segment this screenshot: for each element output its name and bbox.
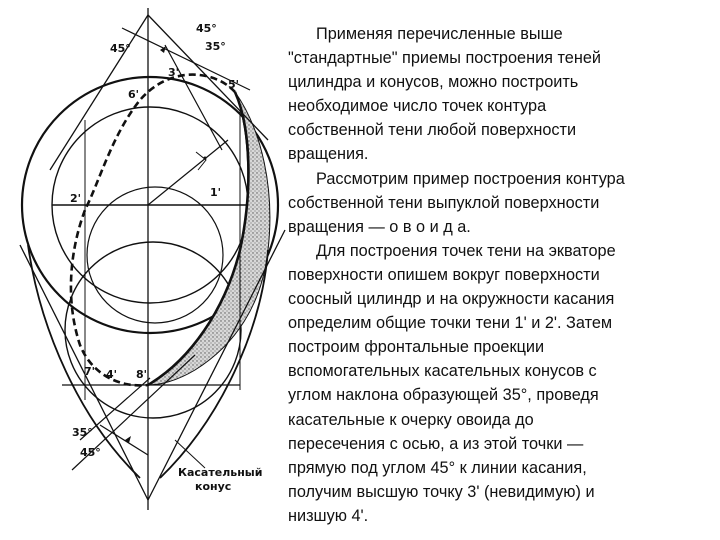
text-line: вращения. [288, 145, 369, 164]
text-line: получим высшую точку 3' (невидимую) и [288, 482, 595, 501]
text-line: вращения — о в о и д а. [288, 217, 471, 236]
text-line: необходимое число точек контура [288, 97, 547, 116]
label-angle-45-left: 45° [110, 42, 131, 55]
text-line: касательные к очерку овоида до [288, 410, 534, 429]
text-line: углом наклона образующей 35°, проведя [288, 386, 599, 405]
text-line: цилиндра и конусов, можно построить [288, 73, 579, 92]
right-angle-mark [196, 152, 206, 170]
description-text [288, 22, 708, 528]
label-angle-45-top: 45° [196, 22, 217, 35]
label-point-1: 1' [210, 186, 222, 199]
text-line: соосный цилиндр и на окружности касания [288, 290, 615, 309]
right-angle-dot [204, 157, 207, 160]
label-angle-35-top: 35° [205, 40, 226, 53]
label-point-4: 4' [106, 368, 118, 381]
caption-tangent-cone-line2: конус [195, 480, 232, 493]
text-line: прямую под углом 45° к линии касания, [288, 458, 587, 477]
label-point-3: 3' [168, 66, 180, 79]
lower-cone-line-right [148, 230, 285, 500]
label-point-6: 6' [128, 88, 140, 101]
text-line: пересечения с осью, а из этой точки — [288, 434, 584, 453]
text-line: определим общие точки тени 1' и 2'. Затем [288, 314, 613, 333]
label-angle-45-bottom: 45° [80, 446, 101, 459]
text-line: "стандартные" приемы построения теней [288, 49, 601, 68]
label-point-8: 8' [136, 368, 148, 381]
text-line: Для построения точек тени на экваторе [316, 241, 616, 260]
text-line: вспомогательных касательных конусов с [288, 362, 597, 381]
text-line: Рассмотрим пример построения контура [316, 169, 625, 188]
text-line: поверхности опишем вокруг поверхности [288, 265, 600, 284]
shadow-region [148, 92, 270, 385]
label-point-5: 5' [228, 78, 240, 91]
upper-35-line [165, 45, 222, 150]
text-line: собственной тени любой поверхности [288, 121, 577, 140]
text-line: построим фронтальные проекции [288, 338, 545, 357]
text-line: собственной тени выпуклой поверхности [288, 193, 600, 212]
caption-tangent-cone-line1: Касательный [178, 466, 263, 479]
text-line: низшую 4'. [288, 506, 369, 525]
arrow-mark-bottom [125, 436, 131, 443]
label-point-2: 2' [70, 192, 82, 205]
text-line: Применяя перечисленные выше [316, 25, 563, 43]
label-point-7: 7' [84, 365, 96, 378]
label-angle-35-bottom: 35° [72, 426, 93, 439]
